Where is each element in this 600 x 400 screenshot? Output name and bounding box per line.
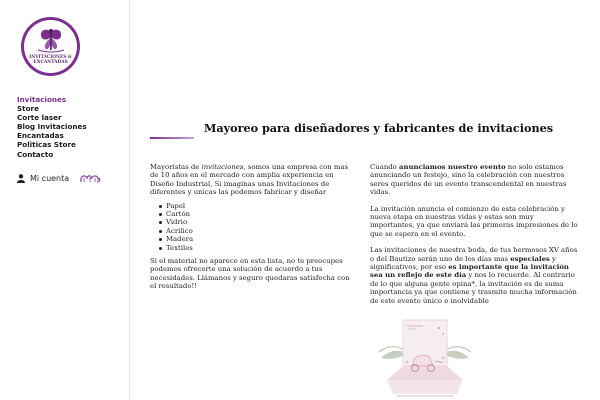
butterfly-mini-icon bbox=[79, 173, 101, 184]
list-item: Acrilico bbox=[159, 227, 354, 235]
special-text-c: y significativos, por eso bbox=[370, 254, 556, 272]
list-item: Papel bbox=[159, 202, 354, 210]
event-text-c: no solo estamos anunciando un festejo, sino la celebración con nuestros seres queridos de un evento transcendental en nuestras vidas. bbox=[370, 163, 567, 197]
account-label: Mi cuenta bbox=[30, 174, 70, 183]
nav-item-politicas-store[interactable]: Politicas Store bbox=[17, 140, 76, 150]
event-text-bold: anunciamos nuestro evento bbox=[399, 163, 506, 171]
event-paragraph bbox=[370, 163, 580, 197]
carriage-popup-card-image bbox=[377, 318, 473, 400]
event-text-a: Cuando bbox=[370, 163, 400, 171]
sidebar bbox=[0, 0, 130, 400]
special-text-bold-2: es importante que la invitación sea un reflejo de este día bbox=[370, 263, 569, 280]
list-item: Madera bbox=[159, 235, 354, 243]
right-column bbox=[370, 163, 580, 313]
logo-text bbox=[29, 55, 71, 65]
list-item: Cartón bbox=[159, 210, 354, 218]
user-icon bbox=[17, 174, 25, 183]
left-column bbox=[150, 163, 354, 299]
logo-inner bbox=[24, 20, 77, 73]
invitation-paragraph: La invitación anuncia el comienzo de esta celebración y nueva etapa en nuestras vidas y estas son muy importantes, ya que enviará las primeras impresiones de lo que se espera en el evento. bbox=[370, 204, 578, 238]
nav-item-encantadas[interactable]: Encantadas bbox=[17, 131, 64, 141]
special-text-e: y nos lo recuerde. Al contrario de lo que alguna gente opina*, la invitación es de suma importancia ya que contiene y trasmite mucha información de este evento único e inolvidable bbox=[370, 271, 577, 305]
logo-text-line2: ENCANTADAS bbox=[33, 60, 68, 65]
nav-item-blog-invitaciones[interactable]: Blog Invitaciones bbox=[17, 122, 87, 132]
materials-note: Si el material no aparece en esta lista, no te preocupes podemos ofrecerte una solución de acuerdo a tus necesidades. Llámanos y seguro quedaras satisfecha con el resultado!! bbox=[150, 257, 350, 291]
main-content bbox=[130, 0, 600, 400]
special-paragraph bbox=[370, 246, 580, 305]
intro-text-em: invitaciones bbox=[201, 163, 244, 171]
page-title: Mayoreo para diseñadores y fabricantes de invitaciones bbox=[204, 121, 553, 135]
list-item: Textiles bbox=[159, 244, 354, 252]
account-link[interactable] bbox=[17, 173, 101, 184]
intro-text-b: , somos una empresa con mas de 10 años en el mercado con amplia experiencia en Diseño Industrial, Si imaginas unas Invitaciones de diferentes y unicas las podemos fabricar y diseñar bbox=[150, 163, 349, 197]
logo-text-line1: INVITACIONES & bbox=[29, 55, 72, 60]
list-item: Vidrio bbox=[159, 218, 354, 226]
site-logo[interactable] bbox=[21, 17, 80, 76]
nav-item-store[interactable]: Store bbox=[17, 104, 39, 114]
special-text-bold: especiales bbox=[510, 254, 550, 263]
nav-item-contacto[interactable]: Contacto bbox=[17, 149, 54, 159]
main-nav bbox=[17, 95, 87, 159]
materials-list bbox=[159, 202, 354, 252]
intro-paragraph bbox=[150, 163, 354, 197]
nav-item-corte-laser[interactable]: Corte laser bbox=[17, 113, 62, 123]
butterfly-fairy-icon bbox=[34, 28, 68, 54]
title-divider bbox=[150, 137, 194, 139]
special-text-a: Las invitaciones de nuestra boda, de tus hermosos XV años o del Bautizo serán uno de los días mas bbox=[370, 246, 578, 263]
nav-item-invitaciones[interactable]: Invitaciones bbox=[17, 95, 67, 104]
intro-text-a: Mayoristas de bbox=[150, 163, 202, 171]
